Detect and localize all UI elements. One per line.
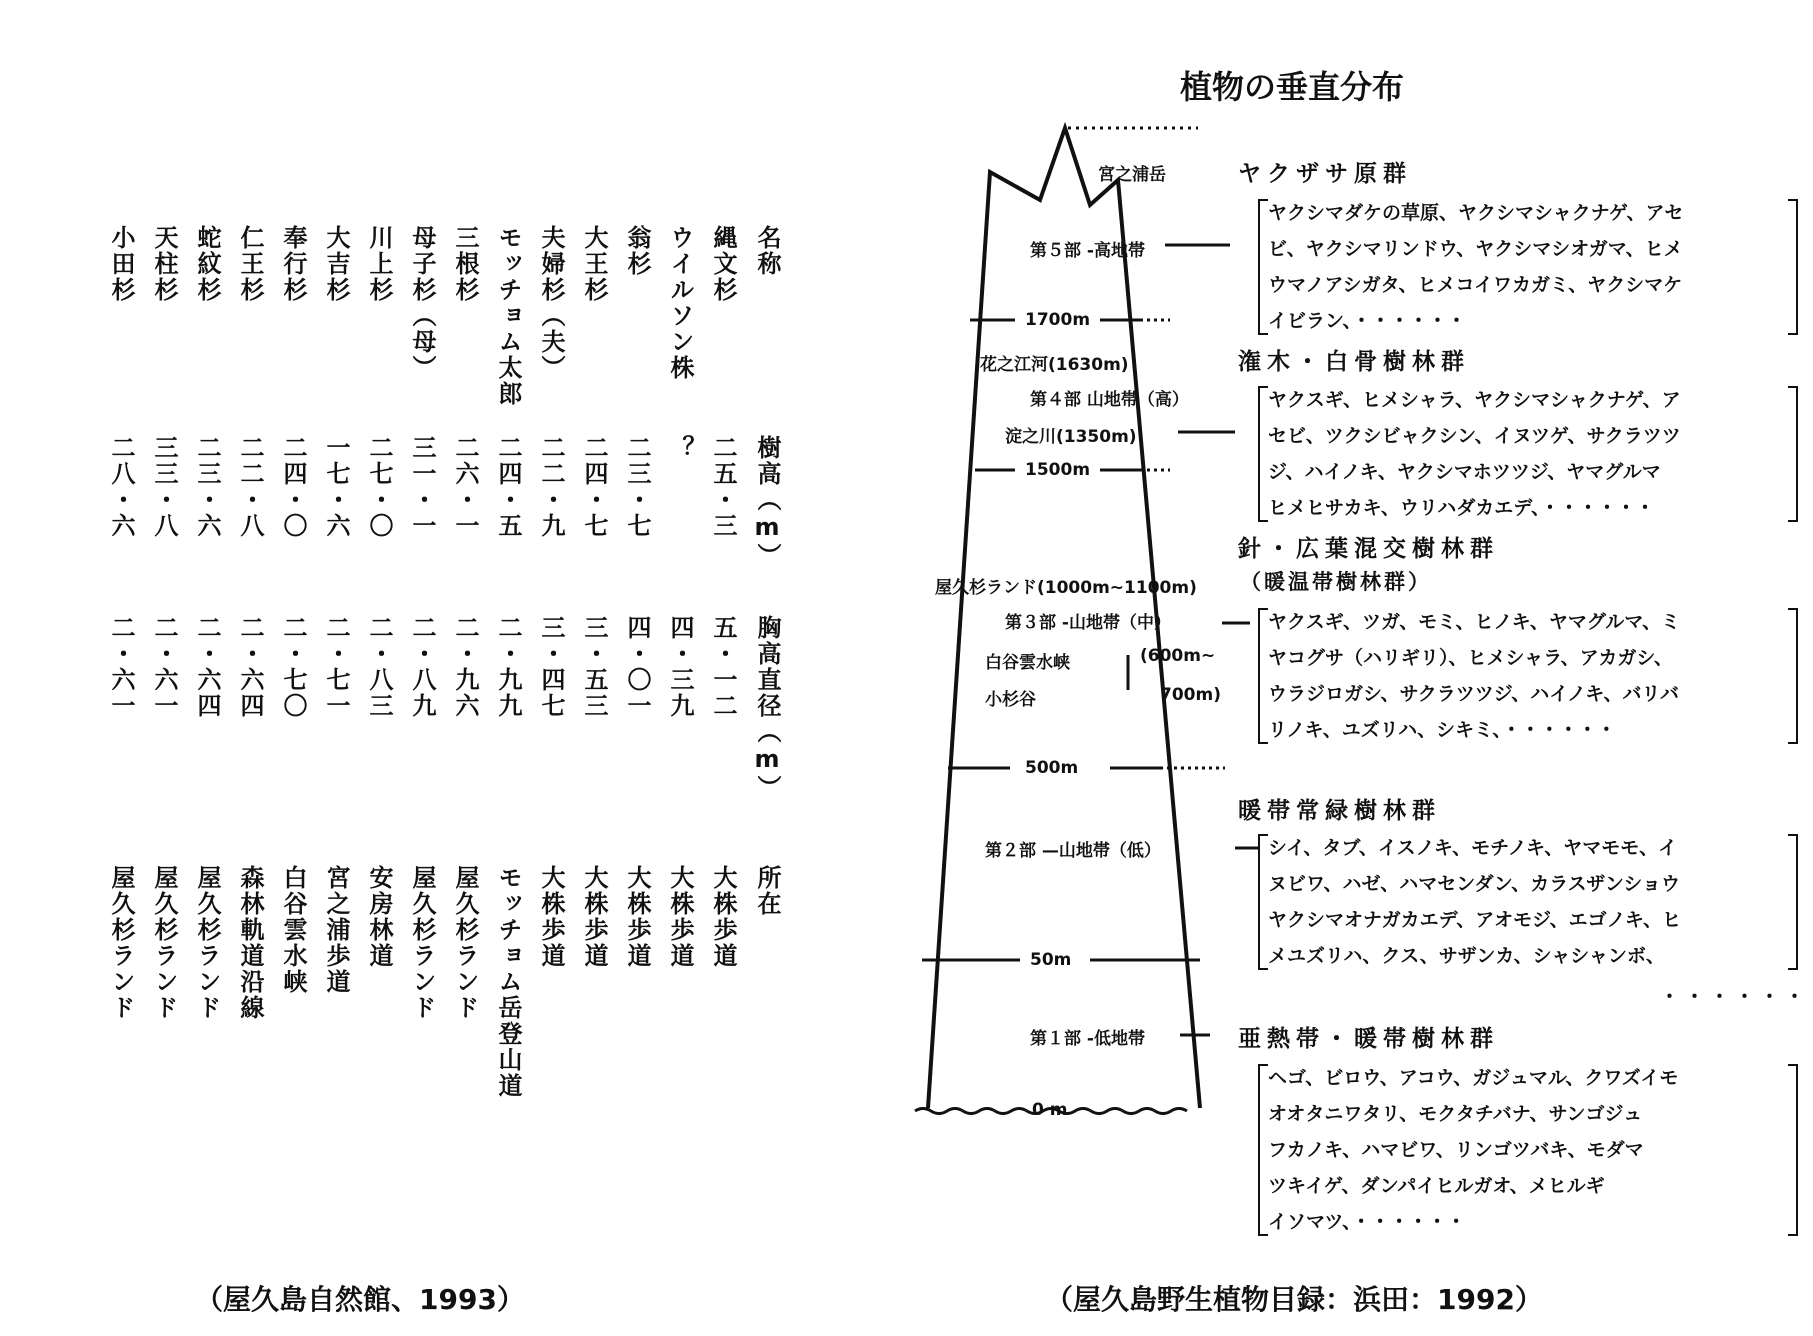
place-konoeda: 淀之川(1350m)	[1005, 427, 1137, 447]
species-line: イビラン、・・・・・・	[1268, 310, 1466, 332]
tree-height: 二八・六	[107, 435, 135, 539]
tree-height: 二四・七	[580, 435, 608, 539]
tree-name: 奉行杉	[279, 225, 307, 303]
tree-name: 蛇紋杉	[193, 225, 221, 303]
tree-girth: 二・九九	[494, 615, 522, 719]
tree-height: ？	[666, 435, 694, 461]
species-belt2-extra: ・・・・・・	[1660, 986, 1811, 1008]
zone-belt4: 潅木・白骨樹林群	[1238, 349, 1470, 375]
species-line: イソマツ、・・・・・・	[1268, 1211, 1466, 1233]
species-box-belt1	[1268, 1060, 1788, 1240]
species-box-belt3	[1268, 604, 1788, 748]
tree-height: 二二・九	[537, 435, 565, 539]
tree-name: 川上杉	[365, 225, 393, 303]
tree-name: 仁王杉	[236, 225, 264, 303]
tree-name: 大吉杉	[322, 225, 350, 303]
belt3-label: 第３部 -山地帯（中）	[1005, 613, 1171, 633]
species-line: ヤクシマダケの草原、ヤクシマシャクナゲ、アセ	[1268, 202, 1684, 224]
header-girth: 胸高直径（m）	[753, 615, 781, 801]
bracket-right	[1788, 608, 1798, 744]
tree-girth: 二・九六	[451, 615, 479, 719]
species-line: ヒメヒサカキ、ウリハダカエデ、・・・・・・	[1268, 497, 1655, 519]
tree-girth: 四・三九	[666, 615, 694, 719]
species-line: ビ、ヤクシマリンドウ、ヤクシマシオガマ、ヒメ	[1268, 238, 1683, 260]
altitude-50: 50m	[1030, 950, 1072, 970]
bracket-left	[1258, 199, 1268, 335]
diagram-credit: （屋久島野生植物目録：浜田：1992）	[1045, 1283, 1543, 1316]
tree-height: 二五・三	[709, 435, 737, 539]
species-line: メユズリハ、クス、サザンカ、シャシャンボ、	[1268, 945, 1665, 967]
tree-name: 縄文杉	[709, 225, 737, 303]
tree-girth: 二・六四	[236, 615, 264, 719]
summit-label: 宮之浦岳	[1098, 165, 1166, 185]
tree-location: 屋久杉ランド	[150, 865, 178, 1021]
altitude-500: 500m	[1025, 758, 1079, 778]
belt4-label: 第４部 山地帯（高）	[1030, 390, 1189, 410]
tree-height: 三三・八	[150, 435, 178, 539]
altitude-0: 0 m	[1032, 1100, 1068, 1120]
bracket-left	[1258, 1064, 1268, 1236]
tree-height: 二三・六	[193, 435, 221, 539]
tree-location: 屋久杉ランド	[193, 865, 221, 1021]
header-location: 所在	[753, 865, 781, 917]
zone-belt5: ヤクザサ原群	[1238, 161, 1412, 187]
tree-girth: 二・七〇	[279, 615, 307, 719]
header-height: 樹高（m）	[753, 435, 781, 569]
zone-belt3: 針・広葉混交樹林群	[1238, 536, 1499, 562]
tree-height: 二四・五	[494, 435, 522, 539]
tree-location: モッチョム岳登山道	[494, 865, 522, 1099]
place-kosugidani: 小杉谷	[985, 690, 1036, 710]
tree-girth: 二・六四	[193, 615, 221, 719]
species-box-belt2	[1268, 830, 1788, 974]
species-line: ツキイゲ、ダンパイヒルガオ、メヒルギ	[1268, 1175, 1605, 1197]
bracket-left	[1258, 834, 1268, 970]
table-credit: （屋久島自然館、1993）	[195, 1283, 525, 1316]
tree-height: 一七・六	[322, 435, 350, 539]
tree-girth: 二・七一	[322, 615, 350, 719]
tree-location: 大株歩道	[709, 865, 737, 969]
tree-height: 二七・〇	[365, 435, 393, 539]
tree-location: 白谷雲水峡	[279, 865, 307, 995]
place-hananoe: 花之江河(1630m)	[980, 355, 1129, 375]
species-line: ウマノアシガタ、ヒメコイワカガミ、ヤクシマケ	[1268, 274, 1683, 296]
tree-location: 屋久杉ランド	[451, 865, 479, 1021]
place-shiratani: 白谷雲水峡	[985, 653, 1070, 673]
bracket-left	[1258, 386, 1268, 522]
tree-location: 森林軌道沿線	[236, 865, 264, 1021]
tree-location: 大株歩道	[623, 865, 651, 969]
tree-location: 大株歩道	[537, 865, 565, 969]
bracket-right	[1788, 834, 1798, 970]
altitude-1700: 1700m	[1025, 310, 1091, 330]
tree-name: 翁杉	[623, 225, 651, 277]
zone-belt1: 亜熱帯・暖帯樹林群	[1238, 1026, 1499, 1052]
diagram-title: 植物の垂直分布	[1180, 68, 1405, 106]
zone-belt3-sub: （暖温帯樹林群）	[1240, 570, 1432, 594]
tree-name: 大王杉	[580, 225, 608, 303]
tree-height: 三一・一	[408, 435, 436, 539]
tree-name: 夫婦杉（夫）	[537, 225, 565, 381]
species-line: ウラジロガシ、サクラツツジ、ハイノキ、バリバ	[1268, 683, 1679, 705]
tree-height: 二三・七	[623, 435, 651, 539]
tree-name: ウイルソン株	[666, 225, 694, 381]
tree-girth: 四・〇一	[623, 615, 651, 719]
bracket-right	[1788, 1064, 1798, 1236]
tree-name: 三根杉	[451, 225, 479, 303]
tree-girth: 二・八九	[408, 615, 436, 719]
species-line: フカノキ、ハマビワ、リンゴツバキ、モダマ	[1268, 1139, 1644, 1161]
tree-location: 大株歩道	[580, 865, 608, 969]
species-line: ヤクシマオナガカエデ、アオモジ、エゴノキ、ヒ	[1268, 909, 1682, 931]
range-bottom: 700m)	[1160, 685, 1221, 705]
tree-name: モッチョム太郎	[494, 225, 522, 407]
species-line: オオタニワタリ、モクタチバナ、サンゴジュ	[1268, 1103, 1643, 1125]
bracket-right	[1788, 199, 1798, 335]
tree-location: 宮之浦歩道	[322, 865, 350, 995]
tree-girth: 五・一二	[709, 615, 737, 719]
zone-belt2: 暖帯常緑樹林群	[1238, 798, 1441, 824]
header-name: 名称	[753, 225, 781, 277]
tree-height: 二四・〇	[279, 435, 307, 539]
tree-girth: 二・六一	[107, 615, 135, 719]
bracket-right	[1788, 386, 1798, 522]
species-line: シイ、タブ、イスノキ、モチノキ、ヤマモモ、イ	[1268, 837, 1678, 859]
place-yakusugi-land: 屋久杉ランド(1000m~1100m)	[935, 578, 1197, 598]
species-line: ヘゴ、ビロウ、アコウ、ガジュマル、クワズイモ	[1268, 1067, 1679, 1089]
tree-height: 二二・八	[236, 435, 264, 539]
belt2-label: 第２部 —山地帯（低）	[985, 841, 1161, 861]
tree-location: 大株歩道	[666, 865, 694, 969]
species-box-belt4	[1268, 382, 1788, 526]
belt1-label: 第１部 -低地帯	[1030, 1029, 1145, 1049]
tree-height: 二六・一	[451, 435, 479, 539]
tree-girth: 二・六一	[150, 615, 178, 719]
tree-girth: 二・八三	[365, 615, 393, 719]
species-line: ヤクスギ、ツガ、モミ、ヒノキ、ヤマグルマ、ミ	[1268, 611, 1681, 633]
tree-name: 天柱杉	[150, 225, 178, 303]
tree-girth: 三・四七	[537, 615, 565, 719]
species-box-belt5	[1268, 195, 1788, 339]
tree-location: 安房林道	[365, 865, 393, 969]
bracket-left	[1258, 608, 1268, 744]
tree-location: 屋久杉ランド	[408, 865, 436, 1021]
tree-name: 小田杉	[107, 225, 135, 303]
species-line: ヌビワ、ハゼ、ハマセンダン、カラスザンショウ	[1268, 873, 1681, 895]
species-line: リノキ、ユズリハ、シキミ、・・・・・・	[1268, 719, 1616, 741]
species-line: ジ、ハイノキ、ヤクシマホツツジ、ヤマグルマ	[1268, 461, 1661, 483]
tree-girth: 三・五三	[580, 615, 608, 719]
species-line: ヤクスギ、ヒメシャラ、ヤクシマシャクナゲ、ア	[1268, 389, 1681, 411]
species-line: セビ、ツクシビャクシン、イヌツゲ、サクラツツ	[1268, 425, 1681, 447]
belt5-label: 第５部 -高地帯	[1030, 241, 1145, 261]
tree-location: 屋久杉ランド	[107, 865, 135, 1021]
species-line: ヤコグサ（ハリギリ）、ヒメシャラ、アカガシ、	[1268, 647, 1673, 669]
range-top: (600m~	[1140, 646, 1216, 666]
altitude-1500: 1500m	[1025, 460, 1091, 480]
tree-name: 母子杉（母）	[408, 225, 436, 381]
